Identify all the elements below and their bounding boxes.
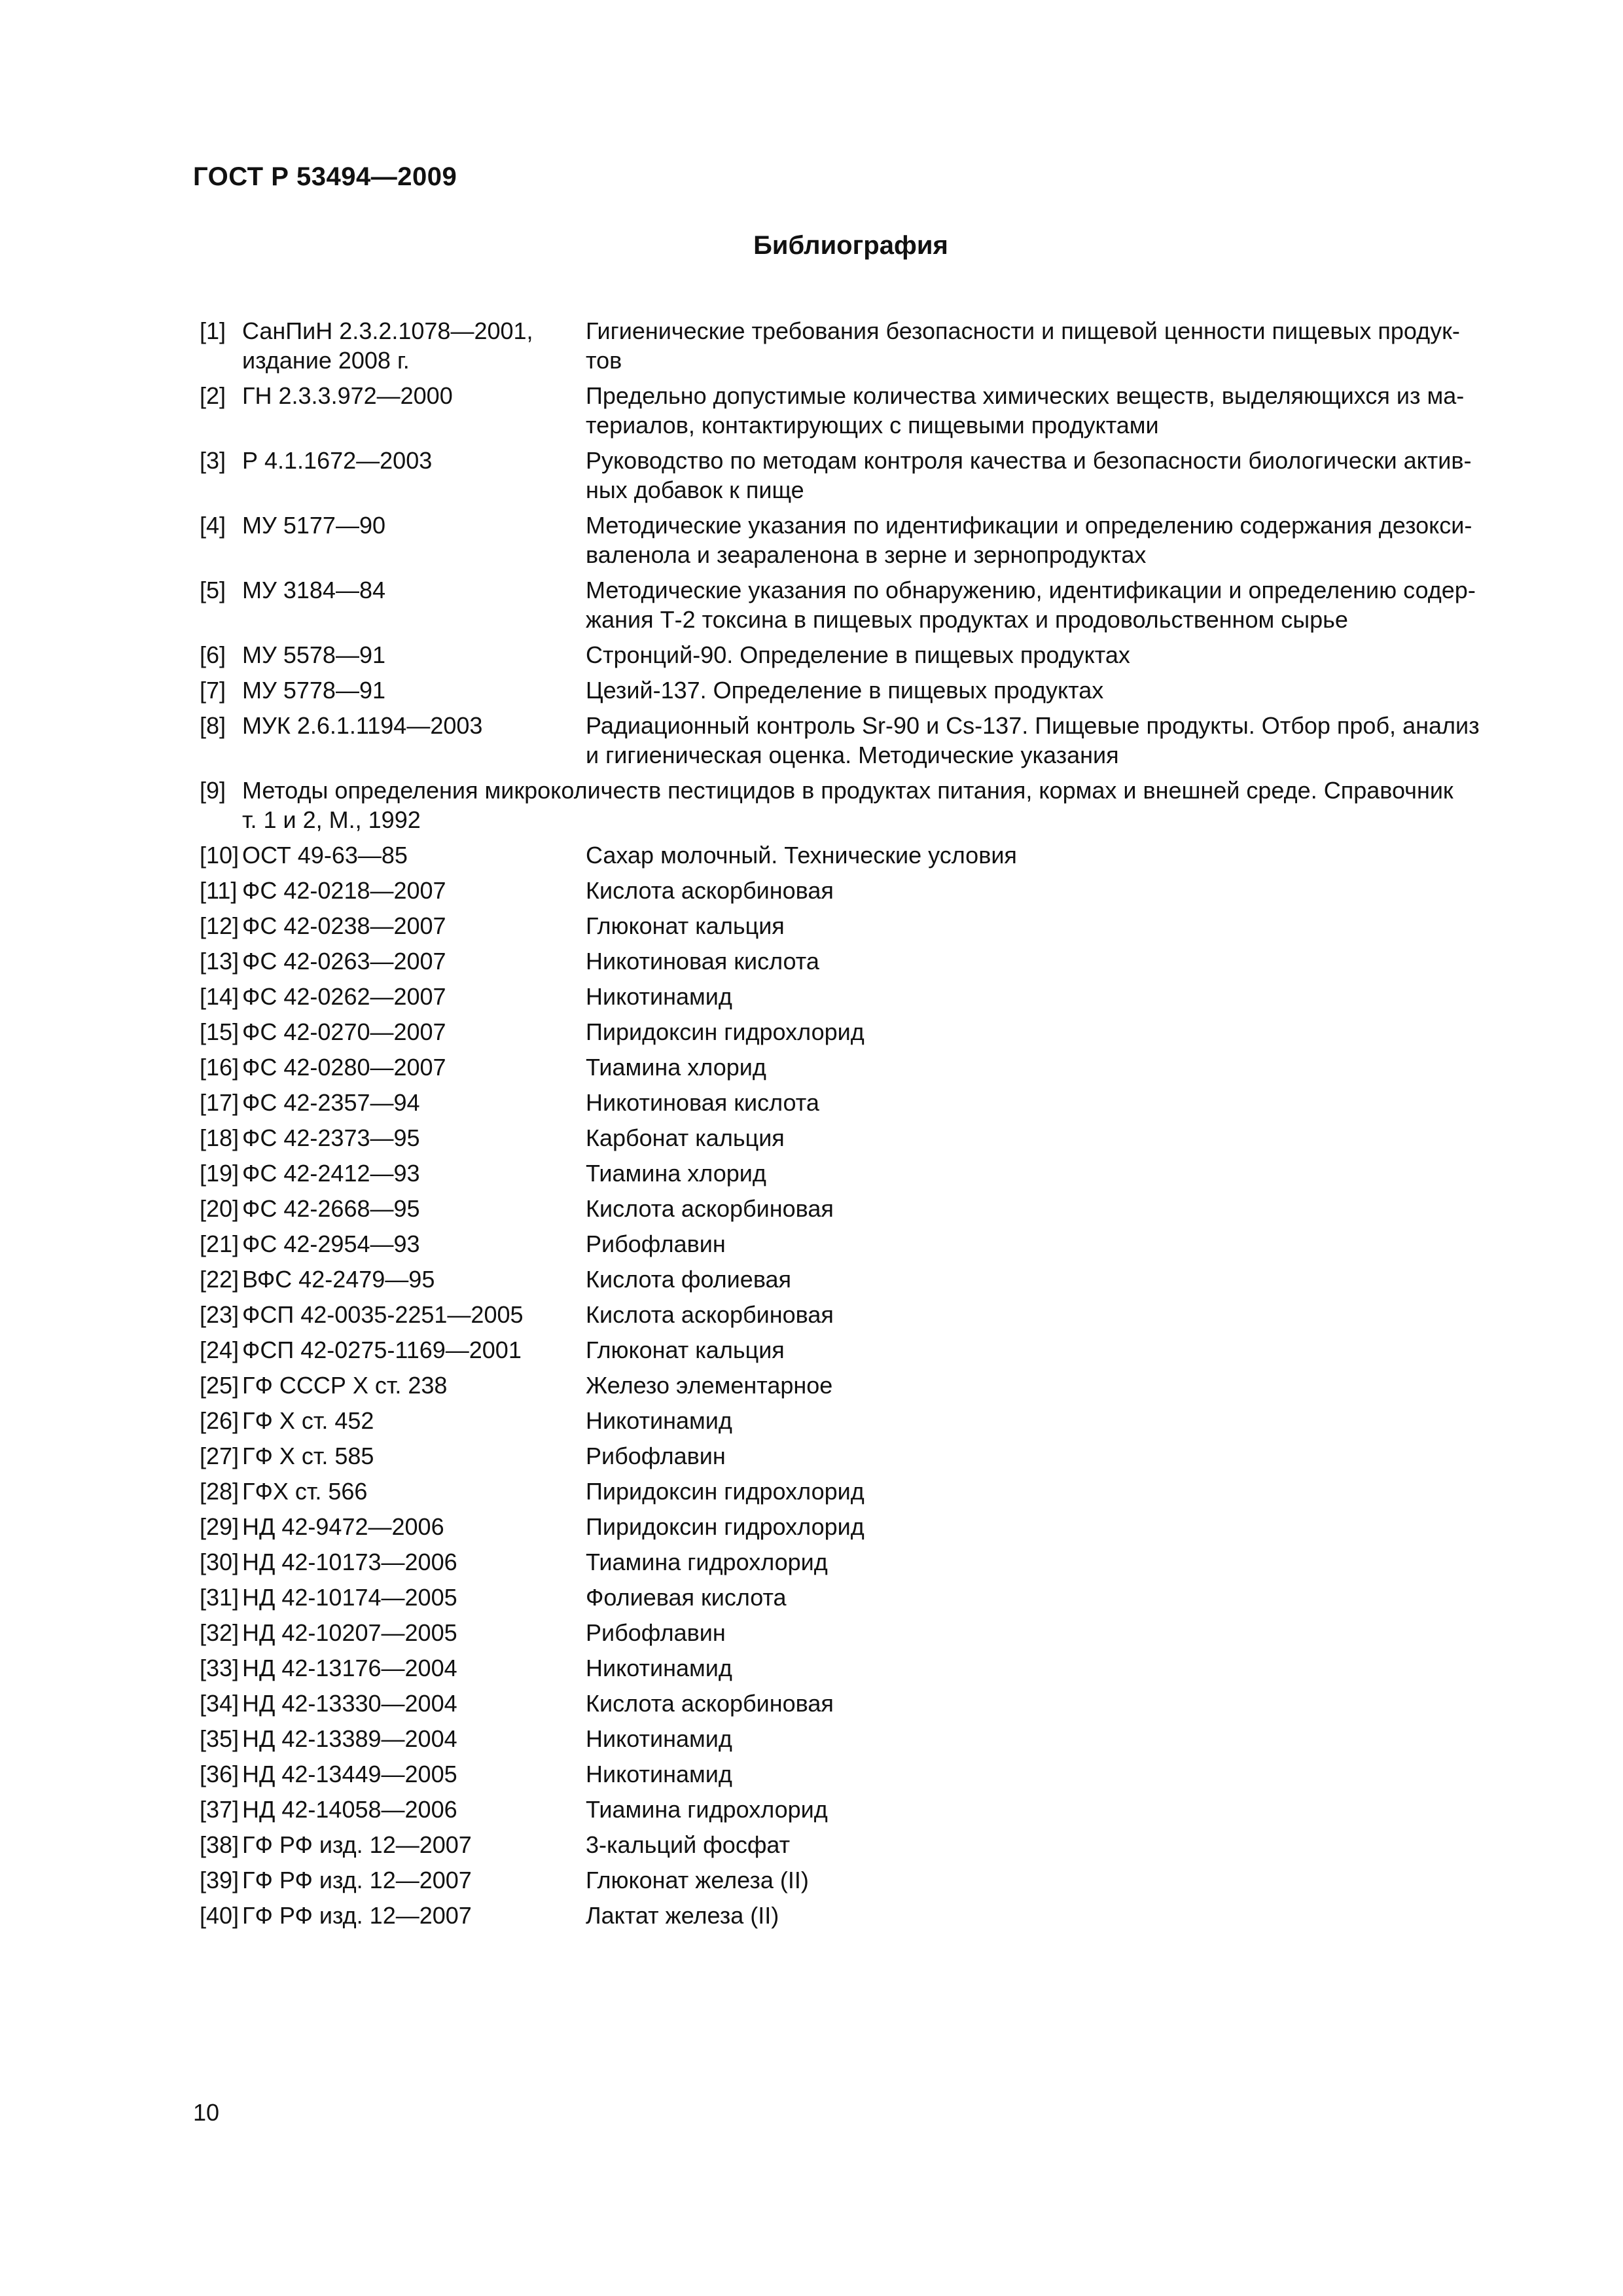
entry-document-code: НД 42-13176—2004 xyxy=(242,1655,457,1681)
bibliography-entry xyxy=(200,1583,1508,1612)
entry-number: [12] xyxy=(200,912,240,939)
entry-document-code: НД 42-13449—2005 xyxy=(242,1761,457,1787)
bibliography-entry xyxy=(200,1901,1508,1930)
entry-document-code: ГФ РФ изд. 12—2007 xyxy=(242,1867,472,1893)
entry-description: Пиридоксин гидрохлорид xyxy=(586,1513,865,1540)
bibliography-title: Библиография xyxy=(753,231,948,260)
bibliography-entry xyxy=(200,1017,1508,1047)
entry-document-code: ФС 42-2357—94 xyxy=(242,1089,420,1116)
bibliography-entry xyxy=(200,1724,1508,1753)
entry-description: Кислота аскорбиновая xyxy=(586,1690,834,1717)
entry-document-code: Р 4.1.1672—2003 xyxy=(242,447,433,474)
bibliography-entry xyxy=(200,1477,1508,1506)
entry-description: Фолиевая кислота xyxy=(586,1584,787,1611)
entry-number: [15] xyxy=(200,1018,240,1045)
entry-document-code: НД 42-10174—2005 xyxy=(242,1584,457,1611)
entry-number: [25] xyxy=(200,1372,240,1399)
bibliography-entry xyxy=(200,1865,1508,1895)
bibliography-entry xyxy=(200,840,1508,870)
bibliography-entry xyxy=(200,575,1508,634)
entry-number: [23] xyxy=(200,1301,240,1328)
bibliography-entry xyxy=(200,1300,1508,1329)
bibliography-entry xyxy=(200,1406,1508,1435)
bibliography-entry xyxy=(200,1441,1508,1471)
entry-document-code: МУ 5778—91 xyxy=(242,677,385,704)
entry-description: Цезий-137. Определение в пищевых продуктах xyxy=(586,677,1104,704)
page-number: 10 xyxy=(193,2099,220,2126)
bibliography-entry xyxy=(200,316,1508,375)
document-id-header: ГОСТ Р 53494—2009 xyxy=(193,162,457,191)
bibliography-entry xyxy=(200,1194,1508,1223)
entry-number: [2] xyxy=(200,382,226,409)
entry-document-code: ОСТ 49-63—85 xyxy=(242,842,408,869)
entry-number: [3] xyxy=(200,447,226,474)
entry-number: [5] xyxy=(200,577,226,603)
entry-number: [28] xyxy=(200,1478,240,1505)
entry-description: Глюконат железа (II) xyxy=(586,1867,809,1893)
entry-number: [24] xyxy=(200,1336,240,1363)
entry-document-code: ВФС 42-2479—95 xyxy=(242,1266,435,1293)
entry-document-code: МУК 2.6.1.1194—2003 xyxy=(242,712,483,739)
entry-number: [34] xyxy=(200,1690,240,1717)
bibliography-entry xyxy=(200,1229,1508,1259)
entry-number: [6] xyxy=(200,641,226,668)
entry-document-code: ГФ РФ изд. 12—2007 xyxy=(242,1831,472,1858)
bibliography-entry xyxy=(200,1052,1508,1082)
entry-description: Никотинамид xyxy=(586,1725,732,1752)
entry-description: Кислота аскорбиновая xyxy=(586,1195,834,1222)
entry-number: [18] xyxy=(200,1124,240,1151)
bibliography-entry xyxy=(200,1689,1508,1718)
entry-number: [38] xyxy=(200,1831,240,1858)
entry-document-code: ГФ X ст. 585 xyxy=(242,1443,374,1469)
entry-document-code: ГН 2.3.3.972—2000 xyxy=(242,382,453,409)
entry-description: Железо элементарное xyxy=(586,1372,833,1399)
entry-description: Методические указания по идентификации и определению содержания дезокси- валенола и зеараленона в зерне и зернопродуктах xyxy=(586,512,1472,568)
entry-number: [4] xyxy=(200,512,226,539)
entry-document-code: НД 42-10207—2005 xyxy=(242,1619,457,1646)
entry-description: Пиридоксин гидрохлорид xyxy=(586,1478,865,1505)
bibliography-entry xyxy=(200,1653,1508,1683)
entry-document-code: СанПиН 2.3.2.1078—2001, издание 2008 г. xyxy=(242,317,533,374)
entry-number: [20] xyxy=(200,1195,240,1222)
entry-document-code: ФС 42-0280—2007 xyxy=(242,1054,446,1081)
entry-document-code: ФС 42-2373—95 xyxy=(242,1124,420,1151)
entry-number: [8] xyxy=(200,712,226,739)
bibliography-entry xyxy=(200,1088,1508,1117)
entry-number: [27] xyxy=(200,1443,240,1469)
entry-number: [11] xyxy=(200,877,238,904)
entry-description: Методические указания по обнаружению, идентификации и определению содер- жания Т-2 токсина в пищевых продуктах и продовольственном сырье xyxy=(586,577,1476,633)
entry-document-code: ФС 42-0218—2007 xyxy=(242,877,446,904)
entry-document-code: НД 42-10173—2006 xyxy=(242,1549,457,1575)
entry-number: [29] xyxy=(200,1513,240,1540)
entry-description: Гигиенические требования безопасности и пищевой ценности пищевых продук- тов xyxy=(586,317,1460,374)
bibliography-entry xyxy=(200,711,1508,770)
entry-description: Никотиновая кислота xyxy=(586,948,819,975)
entry-description: Стронций-90. Определение в пищевых продуктах xyxy=(586,641,1130,668)
entry-description: Никотиновая кислота xyxy=(586,1089,819,1116)
entry-document-code: ФС 42-0238—2007 xyxy=(242,912,446,939)
entry-description: Тиамина хлорид xyxy=(586,1054,766,1081)
bibliography-entry xyxy=(200,1371,1508,1400)
entry-description: Кислота фолиевая xyxy=(586,1266,792,1293)
entry-description: Никотинамид xyxy=(586,1655,732,1681)
entry-document-code: НД 42-14058—2006 xyxy=(242,1796,457,1823)
entry-document-code: ФС 42-2412—93 xyxy=(242,1160,420,1187)
entry-number: [1] xyxy=(200,317,226,344)
entry-description: Кислота аскорбиновая xyxy=(586,1301,834,1328)
entry-description: Глюконат кальция xyxy=(586,1336,785,1363)
bibliography-entry xyxy=(200,1512,1508,1541)
entry-description: Тиамина гидрохлорид xyxy=(586,1549,828,1575)
entry-number: [9] xyxy=(200,777,226,804)
bibliography-entry xyxy=(200,876,1508,905)
bibliography-entry xyxy=(200,1265,1508,1294)
entry-document-code: НД 42-13389—2004 xyxy=(242,1725,457,1752)
entry-number: [33] xyxy=(200,1655,240,1681)
bibliography-entry xyxy=(200,675,1508,705)
bibliography-entry xyxy=(200,1795,1508,1824)
entry-document-code: ГФ РФ изд. 12—2007 xyxy=(242,1902,472,1929)
entry-description: Рибофлавин xyxy=(586,1619,726,1646)
entry-description: Пиридоксин гидрохлорид xyxy=(586,1018,865,1045)
entry-document-code: НД 42-13330—2004 xyxy=(242,1690,457,1717)
entry-document-code: ФС 42-2954—93 xyxy=(242,1230,420,1257)
entry-document-code: НД 42-9472—2006 xyxy=(242,1513,444,1540)
entry-description: Тиамина гидрохлорид xyxy=(586,1796,828,1823)
entry-number: [13] xyxy=(200,948,240,975)
entry-document-code: ГФ СССР X ст. 238 xyxy=(242,1372,448,1399)
entry-number: [17] xyxy=(200,1089,240,1116)
entry-document-code: МУ 3184—84 xyxy=(242,577,385,603)
entry-description: Никотинамид xyxy=(586,983,732,1010)
entry-document-code: ФС 42-0263—2007 xyxy=(242,948,446,975)
bibliography-entry xyxy=(200,1335,1508,1365)
bibliography-entry xyxy=(200,911,1508,941)
entry-description: Руководство по методам контроля качества и безопасности биологически актив- ных добавок к пище xyxy=(586,447,1472,503)
bibliography-entry xyxy=(200,446,1508,505)
entry-description: Предельно допустимые количества химических веществ, выделяющихся из ма- териалов, контактирующих с пищевыми продуктами xyxy=(586,382,1465,439)
entry-document-code: ФС 42-0270—2007 xyxy=(242,1018,446,1045)
entry-number: [31] xyxy=(200,1584,240,1611)
entry-number: [19] xyxy=(200,1160,240,1187)
bibliography-entry xyxy=(200,381,1508,440)
entry-document-code: ФСП 42-0275-1169—2001 xyxy=(242,1336,522,1363)
bibliography-entry xyxy=(200,640,1508,670)
entry-description: Никотинамид xyxy=(586,1761,732,1787)
entry-description: Глюконат кальция xyxy=(586,912,785,939)
entry-document-code: МУ 5177—90 xyxy=(242,512,385,539)
entry-description: Никотинамид xyxy=(586,1407,732,1434)
entry-document-code: МУ 5578—91 xyxy=(242,641,385,668)
entry-description: Лактат железа (II) xyxy=(586,1902,779,1929)
bibliography-entry xyxy=(200,982,1508,1011)
entry-number: [40] xyxy=(200,1902,240,1929)
entry-full-text: Методы определения микроколичеств пестицидов в продуктах питания, кормах и внешней среде. Справочник т. 1 и 2, М., 1992 xyxy=(242,777,1454,833)
bibliography-entry xyxy=(200,1830,1508,1859)
bibliography-entry xyxy=(200,946,1508,976)
entry-document-code: ФСП 42-0035-2251—2005 xyxy=(242,1301,524,1328)
entry-description: Карбонат кальция xyxy=(586,1124,785,1151)
bibliography-entry xyxy=(200,1618,1508,1647)
entry-number: [16] xyxy=(200,1054,240,1081)
entry-document-code: ФС 42-2668—95 xyxy=(242,1195,420,1222)
bibliography-entry xyxy=(200,1158,1508,1188)
entry-description: Сахар молочный. Технические условия xyxy=(586,842,1017,869)
entry-number: [39] xyxy=(200,1867,240,1893)
entry-number: [14] xyxy=(200,983,240,1010)
bibliography-entry xyxy=(200,1547,1508,1577)
entry-description: 3-кальций фосфат xyxy=(586,1831,791,1858)
entry-number: [26] xyxy=(200,1407,240,1434)
entry-description: Тиамина хлорид xyxy=(586,1160,766,1187)
entry-document-code: ГФ X ст. 452 xyxy=(242,1407,374,1434)
entry-number: [37] xyxy=(200,1796,240,1823)
entry-description: Рибофлавин xyxy=(586,1230,726,1257)
entry-number: [21] xyxy=(200,1230,240,1257)
bibliography-entry xyxy=(200,1123,1508,1153)
entry-number: [22] xyxy=(200,1266,240,1293)
entry-document-code: ФС 42-0262—2007 xyxy=(242,983,446,1010)
entry-number: [30] xyxy=(200,1549,240,1575)
entry-number: [7] xyxy=(200,677,226,704)
entry-number: [36] xyxy=(200,1761,240,1787)
entry-number: [32] xyxy=(200,1619,240,1646)
bibliography-entry xyxy=(200,776,1508,834)
entry-description: Радиационный контроль Sr-90 и Cs-137. Пищевые продукты. Отбор проб, анализ и гигиеническая оценка. Методические указания xyxy=(586,712,1480,768)
entry-number: [35] xyxy=(200,1725,240,1752)
bibliography-entry xyxy=(200,1759,1508,1789)
bibliography-list xyxy=(200,316,1508,1936)
entry-description: Рибофлавин xyxy=(586,1443,726,1469)
entry-number: [10] xyxy=(200,842,240,869)
bibliography-entry xyxy=(200,511,1508,569)
entry-description: Кислота аскорбиновая xyxy=(586,877,834,904)
entry-document-code: ГФX ст. 566 xyxy=(242,1478,368,1505)
